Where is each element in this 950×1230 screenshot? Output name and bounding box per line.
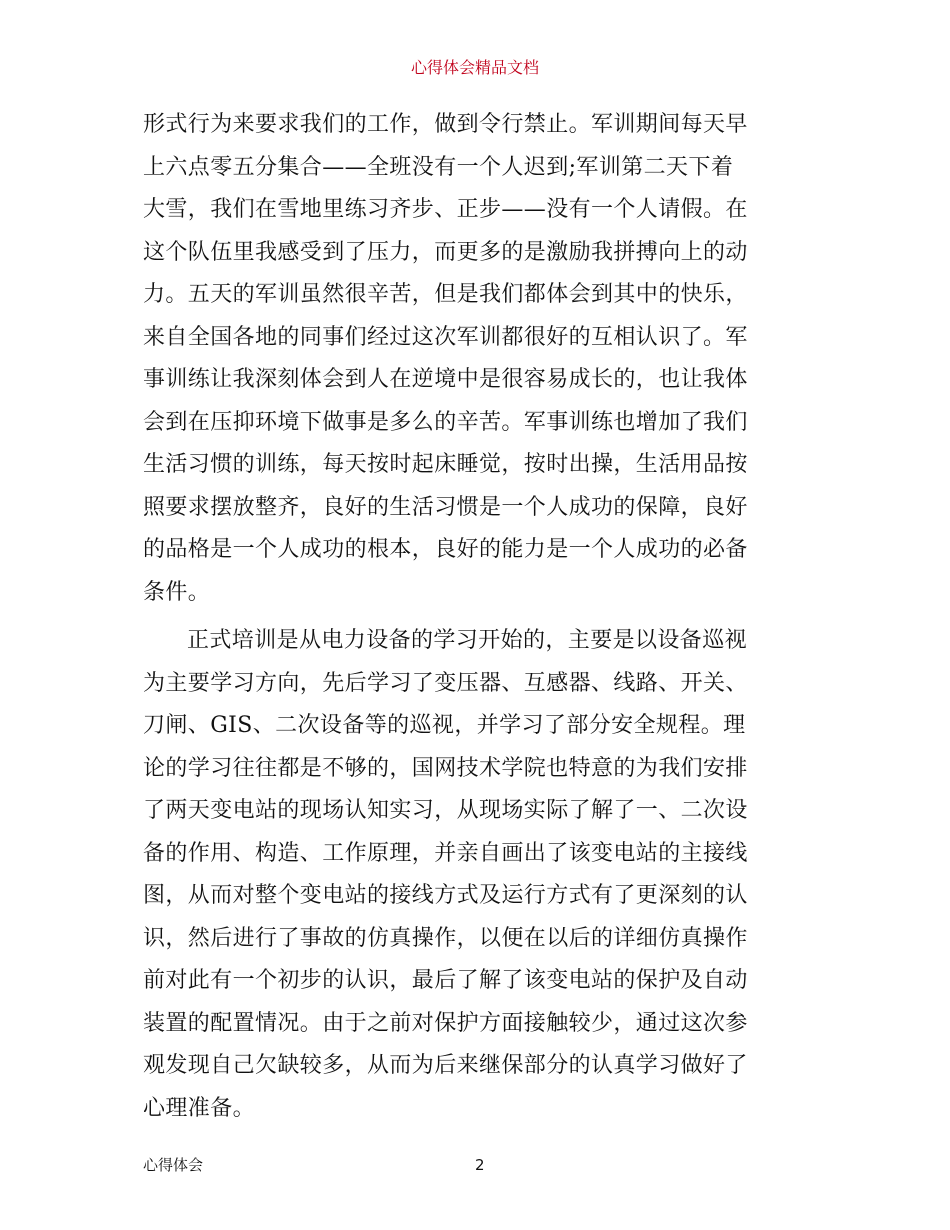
text-line: 论的学习往往都是不够的，国网技术学院也特意的为我们安排	[143, 755, 748, 781]
text-line: 照要求摆放整齐，良好的生活习惯是一个人成功的保障，良好	[143, 494, 748, 520]
text-line: 识，然后进行了事故的仿真操作，以便在以后的详细仿真操作	[143, 925, 748, 951]
text-line: 心理准备。	[143, 1095, 256, 1121]
page-header-title: 心得体会精品文档	[410, 58, 539, 77]
text-line: 的品格是一个人成功的根本，良好的能力是一个人成功的必备	[143, 537, 748, 562]
text-line: 这个队伍里我感受到了压力，而更多的是激励我拼搏向上的动	[143, 239, 748, 265]
text-line: 观发现自己欠缺较多，从而为后来继保部分的认真学习做好了	[143, 1053, 748, 1078]
text-line: 生活习惯的训练，每天按时起床睡觉，按时出操，生活用品按	[143, 452, 748, 477]
text-line: 了两天变电站的现场认知实习，从现场实际了解了一、二次设	[143, 798, 748, 823]
text-line: 正式培训是从电力设备的学习开始的，主要是以设备巡视	[187, 628, 748, 653]
footer-label: 心得体会	[143, 1156, 204, 1174]
paragraph-1	[143, 104, 813, 614]
text-line: 力。五天的军训虽然很辛苦，但是我们都体会到其中的快乐，	[143, 282, 748, 307]
text-line: 刀闸、GIS、二次设备等的巡视，并学习了部分安全规程。理	[143, 713, 746, 738]
text-line: 上六点零五分集合——全班没有一个人迟到;军训第二天下着	[143, 154, 734, 180]
text-line: 事训练让我深刻体会到人在逆境中是很容易成长的，也让我体	[143, 367, 748, 392]
document-body	[143, 104, 813, 1130]
text-line: 装置的配置情况。由于之前对保护方面接触较少，通过这次参	[143, 1010, 748, 1036]
text-line: 前对此有一个初步的认识，最后了解了该变电站的保护及自动	[143, 968, 748, 993]
text-line: 形式行为来要求我们的工作，做到令行禁止。军训期间每天早	[143, 112, 748, 137]
paragraph-2	[143, 620, 813, 1130]
text-line: 条件。	[143, 579, 211, 605]
page-number: 2	[475, 1156, 485, 1174]
text-line: 会到在压抑环境下做事是多么的辛苦。军事训练也增加了我们	[143, 409, 748, 435]
text-line: 备的作用、构造、工作原理，并亲自画出了该变电站的主接线	[143, 840, 748, 866]
text-line: 图，从而对整个变电站的接线方式及运行方式有了更深刻的认	[143, 883, 748, 908]
text-line: 为主要学习方向，先后学习了变压器、互感器、线路、开关、	[143, 670, 748, 696]
text-line: 来自全国各地的同事们经过这次军训都很好的互相认识了。军	[143, 324, 748, 350]
text-line: 大雪，我们在雪地里练习齐步、正步——没有一个人请假。在	[143, 197, 748, 222]
page-footer	[143, 1154, 813, 1176]
